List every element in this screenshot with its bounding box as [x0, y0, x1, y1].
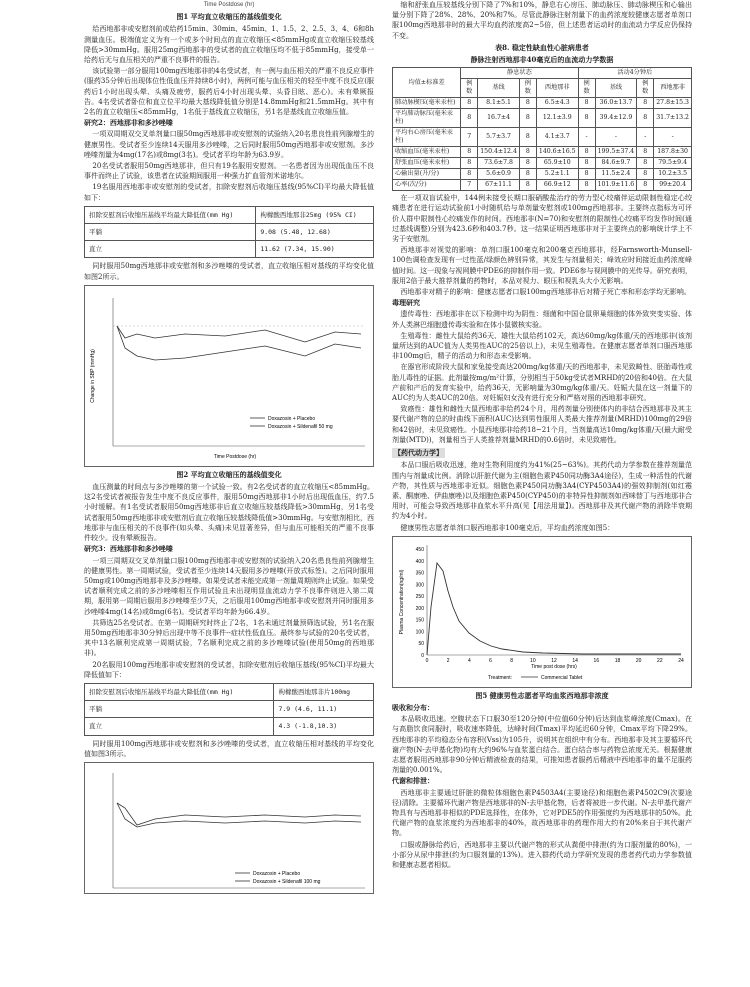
legend-1: Doxazosin + Placebo	[253, 870, 301, 877]
figure-2-svg	[85, 286, 373, 466]
table-cell: 8	[637, 158, 654, 169]
paragraph: 20名受试者服用50mg西地那非，但只有19名服用安慰剂。一名患者因为出现低血压不良事件而终止了试验，该患者在试验期间服用一种强力扩血管剂米诺地尔。	[84, 162, 374, 181]
table-cell: -	[578, 128, 595, 147]
table-cell: 8	[578, 180, 595, 191]
y-tick-label: 350	[415, 570, 424, 577]
table-row	[393, 180, 692, 191]
x-tick-label: 8	[510, 657, 514, 664]
table-1	[84, 206, 374, 259]
table-cell: 8	[519, 180, 536, 191]
paragraph: 西地那非主要通过肝脏的微粒体细胞色素P4503A4(主要途径)和细胞色素P4502C9(次要途径)清除。主要循环代谢产物是西地那非的N-去甲基化物，后者将被进一步代谢。N-去甲基代谢产物具有与西地那非相似的PDE选择性，在体外，它对PDE5的作用强度约为西地那非的50%。此代谢产物的血浆浓度约为西地那非的40%，故西地那非的药理作用大约有20%来自于其代谢产物。	[392, 788, 692, 838]
table-cell: 11.62 (7.34, 15.90)	[256, 241, 374, 258]
paragraph: 给西地那非或安慰剂前或给药15min、30min、45min、1、1.5、2、2.5、3、4、6和8h测量血压。极端值定义为有一个或多个时间点的直立收缩压<85mmHg或直立收缩压较基线降低>30mmHg。服用25mg西地那非的受试者的直立收缩压均不低于85mmHg，接受单一给药后无与血压相关的严重不良事件的报告。	[84, 25, 374, 65]
table-header: 例数	[578, 79, 595, 98]
table-cell: 99±20.4	[654, 180, 692, 191]
table-cell: 39.4±12.9	[595, 109, 637, 128]
table-cell: 79.5±9.4	[654, 158, 692, 169]
table-cell: 心率(次/分)	[393, 180, 461, 191]
paragraph: 在一项双盲试验中，144例未接受长期口服硝酸盐治疗的劳力型心绞痛伴运动限制性稳定心绞痛患者在进行运动试验前1小时随机给与单剂量安慰剂或100mg西地那非。主要终点指标为可评价人群中限制性心绞痛发作的时间。西地那非(N=70)和安慰剂的限制性心绞痛平均发作时间(通过基线调整)分别为423.6秒和403.7秒。这一结果证明西地那非对于主要终点的影响统计学上不劣于安慰剂。	[392, 194, 692, 244]
table-cell: 心输出量(升/分)	[393, 169, 461, 180]
paragraph: 同时服用50mg西地那非或安慰剂和多沙唑嗪的受试者，直立收缩压相对基线的平均变化值如图2所示。	[84, 262, 374, 281]
chart-ylabel: Plasma Concentration(ng/ml)	[399, 569, 405, 635]
table-cell: 直立	[85, 718, 274, 735]
table-header: 基线	[595, 79, 637, 98]
table-cell: 140.6±16.5	[536, 147, 578, 158]
figure-2-caption: 图2 平均直立收缩压的基线值变化	[176, 469, 282, 479]
table-cell: 8	[578, 98, 595, 109]
x-tick-label: 6	[489, 657, 492, 664]
table-cell: 8	[461, 158, 478, 169]
table-cell: 8	[578, 147, 595, 158]
table-cell: 8	[519, 109, 536, 128]
table-cell: 7	[461, 180, 478, 191]
table-header: 扣除安慰剂后收缩压基线平均最大降低值(mm Hg)	[85, 206, 256, 223]
x-tick-label: 20	[635, 657, 642, 664]
table-cell: 67±11.1	[478, 180, 520, 191]
table-cell: 84.6±9.7	[595, 158, 637, 169]
x-tick-label: 2	[446, 657, 450, 664]
table-cell: 平均右心房压(毫米汞柱)	[393, 128, 461, 147]
table-cell: 8	[461, 109, 478, 128]
table-header: 枸橼酸西地那非25mg (95% CI)	[256, 206, 374, 223]
table-cell: 8	[461, 98, 478, 109]
table-header: 枸橼酸西地那非片100mg	[274, 683, 374, 700]
series-commercial-tablet-line	[427, 563, 681, 655]
table-cell: 5.7±3.7	[478, 128, 520, 147]
paragraph: 一项三周期双交叉单剂量口服100mg西地那非或安慰剂的试验纳入20名患良性前列腺增生的健康男性。第一周期试验，受试者至少连续14天服用多沙唑嗪(开放式标签)。之后同时服用50mg或100mg西地那非及多沙唑嗪。如果受试者未能完成第一剂量周期则终止试验。如果受试者顺利完成之前的多沙唑嗪相互作用试验且未出现明显血流动力学不良事件则进入第二周期，服用第一周期后服用多沙唑嗪至少7天，之后服用100mg西地那非或安慰剂并同时服用多沙唑嗪4mg(14名)或8mg(6名)。受试者平均年龄为66.4岁。	[84, 556, 374, 616]
y-tick-label: 50	[418, 640, 424, 647]
table-header: 例数	[519, 79, 536, 98]
absorption-title: 吸收和分布：	[392, 702, 434, 712]
top-axis-title: Time Postdose (hr)	[203, 2, 255, 8]
table-cell: 8	[578, 169, 595, 180]
table-header: 西地那非	[536, 79, 578, 98]
paragraph: 血压测量的时间点与多沙唑嗪的第一个试验一致。有2名受试者的直立收缩压<85mmHg。这2名受试者被报告发生中度不良反应事件，服用50mg西地那非1小时后出现低血压，约7.5小时缓解。有1名受试者服用50mg西地那非后直立收缩压较基线降低>30mmHg，另1名受试者服用50mg西地那非或安慰剂后直立收缩压较基线降低值>30mmHg。与安慰剂相比，西地那非与血压相关的不良事件(如头晕、头痛)未见显著差异，但与血压可能相关的严重不良事件较少。没有晕厥报告。	[84, 483, 374, 543]
table-8-subtitle: 静脉注射西地那非40毫克后的血流动力学数据	[470, 55, 614, 65]
x-tick-label: 0	[425, 657, 429, 664]
series-sildenafil-line	[117, 803, 361, 827]
table-cell: 65.9±10	[536, 158, 578, 169]
x-tick-label: 18	[614, 657, 621, 664]
table-cell: 73.6±7.8	[478, 158, 520, 169]
table-cell: 31.7±13.2	[654, 109, 692, 128]
table-cell: 199.5±37.4	[595, 147, 637, 158]
x-tick-label: 10	[530, 657, 536, 664]
table-cell: 6.5±4.3	[536, 98, 578, 109]
table-cell: 101.9±11.6	[595, 180, 637, 191]
table-cell: 8	[519, 158, 536, 169]
table-cell: 9.08 (5.48, 12.68)	[256, 224, 374, 241]
table-header: 西地那非	[654, 79, 692, 98]
table-cell: 8	[578, 109, 595, 128]
figure-3-svg	[85, 763, 373, 893]
table-cell: 收缩血压(毫米汞柱)	[393, 147, 461, 158]
table-cell: 5.2±1.1	[536, 169, 578, 180]
table-cell: 8	[519, 169, 536, 180]
table-cell: 5.6±0.9	[478, 169, 520, 180]
table-cell: 150.4±12.4	[478, 147, 520, 158]
x-tick-label: 12	[551, 657, 557, 664]
paragraph: 本品口服后吸收迅速，绝对生物利用度约为41%(25~63%)。其药代动力学参数在推荐剂量范围内与剂量成比例。消除以肝脏代谢为主(细胞色素P450同功酶3A4途径)，生成一种活性的代谢产物，其性质与西地那非近似。细胞色素P450同功酶3A4(CYP4503A4)的强效抑制剂(如红霉素、酮康唑、伊曲康唑)以及细胞色素P450(CYP450)的非特异性抑制剂如西咪替丁与西地那非合用时，可能会导致西地那非血浆水平升高(见【用法用量】)。西地那非及其代谢产物的消除半衰期约为4小时。	[392, 461, 692, 521]
table-cell: 16.7±4	[478, 109, 520, 128]
paragraph: 致癌性：雄性和雌性大鼠西地那非给药24个月，用药剂量分别使体内的非结合西地那非及其主要代谢产物的总的时曲线下面积(AUC)达到男性服用人类最大推荐剂量(MRHD)100mg的29倍和42倍时，未见致癌性。小鼠西地那非给药18~21个月，当剂量高达10mg/kg体重/天(最大耐受剂量(MTD))，剂量相当于人类推荐剂量MRHD的0.6倍时，未见致癌性。	[392, 405, 692, 444]
table-cell: 8	[519, 98, 536, 109]
figure-5-svg	[393, 537, 691, 687]
y-tick-label: 400	[415, 558, 424, 565]
table-row	[393, 169, 692, 180]
table-cell: 7	[461, 128, 478, 147]
y-tick-label: 300	[415, 582, 424, 589]
paragraph: 该试验第一部分服用100mg西地那非的4名受试者，有一例与血压相关的严重不良反应事件(服药35分钟后出现体位性低血压并持续8小时)，两例可能与血压相关的轻至中度不良反应(服药后1小时出现头晕、头痛及疲劳，服药后4小时出现头晕、头昏目眩、恶心)。未有晕厥报告。4名受试者卧位和直立位平均最大基线降低值分别是14.8mmHg和21.5mmHg。其中有2名的直立收缩压<85mmHg，1名低于基线直立收缩压，另1名是基线直立收缩压值。	[84, 67, 374, 117]
table-cell: 4.3 (-1.8,10.3)	[274, 718, 374, 735]
table-cell: 8	[519, 128, 536, 147]
paragraph: 20名服用100mg西地那非或安慰剂的受试者，扣除安慰剂后收缩压基线(95%CI)平均最大降低值如下：	[84, 660, 374, 679]
y-tick-label: 200	[415, 605, 424, 612]
table-cell: -	[637, 128, 654, 147]
table-cell: 直立	[85, 241, 256, 258]
table-cell: 8	[637, 98, 654, 109]
table-cell: 8	[578, 158, 595, 169]
table-cell: 平躺	[85, 224, 256, 241]
paragraph: 遗传毒性：西地那非在以下检测中均为阴性：细菌和中国仓鼠卵巢细胞的体外致突变实验、体外人类淋巴细胞遗传毒实验和在体小鼠微核实验。	[392, 310, 692, 329]
table-cell: 肺动脉楔压(毫米汞柱)	[393, 98, 461, 109]
table-cell: -	[654, 128, 692, 147]
table-cell: 12.1±3.9	[536, 109, 578, 128]
table-row	[393, 158, 692, 169]
paragraph: 共筛选25名受试者。在第一周期研究时终止了2名，1名未通过剂量预筛选试验，另1名在服用50mg西地那非30分钟后出现中等不良事件--症状性低血压。最终参与试验的20名受试者，其中13名顺利完成第一周期试验，7名顺利完成之前的多沙唑嗪试验(使用50mg的西地那非)。	[84, 618, 374, 658]
paragraph: 本品吸收迅速。空腹状态下口服30至120分钟(中位值60分钟)后达到血浆峰浓度(Cmax)。在与高脂饮食同服时，吸收速率降低，达峰时间(Tmax)平均延迟60分钟，Cmax平均下降29%。西地那非的平均稳态分布容积(Vss)为105升，说明其在组织中有分布。西地那非及其主要循环代谢产物(N-去甲基化物)均有大约96%与血浆蛋白结合。蛋白结合率与药物总浓度无关。根据健康志愿者服用西地那非90分钟后精液检查的结果，可推知患者服药后精液中西地那非的量不足服药剂量的0.001%。	[392, 715, 692, 775]
table-row	[393, 109, 692, 128]
left-column	[84, 0, 374, 897]
toxicology-title: 毒理研究	[392, 298, 420, 308]
right-column	[392, 0, 692, 871]
figure-5-caption: 图5 健康男性志愿者平均血浆西地那非浓度	[475, 690, 609, 700]
table-cell: 8	[461, 147, 478, 158]
paragraph: 在器官形成阶段大鼠和家兔接受高达200mg/kg体重/天的西地那非，未见致畸性、胚胎毒性或胎儿毒性的证据。此剂量按mg/m²计算，分别相当于50kg受试者MRHD的20倍和40倍。在大鼠产前和产后的发育实验中，给药36天，无影响量为30mg/kg体重/天。妊娠大鼠在这一剂量下的AUC约为人类AUC的20倍。对妊娠妇女没有进行充分和严格对照的西地那非研究。	[392, 363, 692, 403]
table-cell: 8	[637, 180, 654, 191]
table-8-title: 表8. 稳定性缺血性心脏病患者	[495, 42, 589, 52]
paragraph: 西地那非对精子的影响：健康志愿者口服100mg西地那非后对精子死亡率和形态学均无影响。	[400, 288, 691, 297]
paragraph: 同时服用100mg西地那非或安慰剂和多沙唑嗪的受试者，直立收缩压相对基线的平均变化值如图3所示。	[84, 739, 374, 758]
table-cell: 平躺	[85, 701, 274, 718]
table-header: 均值±标准差	[393, 68, 461, 98]
y-tick-label: 100	[415, 629, 424, 636]
paragraph: 健康男性志愿者单剂口服西地那非100毫克后，平均血药浓度如图5：	[400, 523, 615, 532]
x-tick-label: 14	[572, 657, 578, 664]
metabolism-title: 代谢和排泄：	[392, 776, 434, 786]
table-cell: 66.9±12	[536, 180, 578, 191]
table-header: 扣除安慰剂后收缩压基线平均最大降低值(mm Hg)	[85, 683, 274, 700]
table-cell: 8	[637, 169, 654, 180]
pharmacokinetics-title: 【药代动力学】	[394, 448, 443, 458]
table-cell: 8	[461, 169, 478, 180]
table-cell: 4.1±3.7	[536, 128, 578, 147]
figure-3-chart	[84, 762, 374, 894]
table-cell: 27.8±15.3	[654, 98, 692, 109]
y-tick-label: 450	[415, 546, 424, 553]
paragraph: 口服或静脉给药后，西地那非主要以代谢产物的形式从粪便中排泄(约为口服剂量的80%)，一小部分从尿中排泄(约为口服剂量的13%)。进入群药代动力学研究发现的患者药代动力学参数值和健康志愿者相似。	[392, 840, 692, 869]
study-2-title: 研究2：西地那非和多沙唑嗪	[84, 118, 173, 128]
table-cell: 8	[637, 109, 654, 128]
paragraph: 一项双周期双交叉单剂量口服50mg西地那非或安慰剂的试验纳入20名患良性前列腺增生的健康男性。受试者至少连续14天服用多沙唑嗪，之后同时服用50mg西地那非或安慰剂。多沙唑嗪剂量为4mg(17名)或8mg(3名)。受试者平均年龄为63.9岁。	[84, 130, 374, 159]
paragraph: 缩和舒张血压较基线分别下降了7%和10%，静息右心房压、肺动脉压、肺动脉楔压和心输出量分别下降了28%、28%、20%和7%。尽管此静脉注射剂量下的血药浓度较健康志愿者单剂口服100mg西地那非时的最大平均血药浓度高2~5倍，但上述患者运动时的血流动力学反应仍保持不变。	[392, 1, 692, 40]
table-2	[84, 683, 374, 736]
table-row	[393, 128, 692, 147]
chart-treatment-label: Treatment:	[488, 674, 512, 681]
figure-2-chart	[84, 285, 374, 467]
x-tick-label: 4	[467, 657, 471, 664]
table-cell: -	[595, 128, 637, 147]
x-tick-label: 24	[678, 657, 684, 664]
table-header: 活动4分钟后	[578, 68, 691, 79]
paragraph: 生殖毒性：雌性大鼠给药36天、雄性大鼠给药102天，高达60mg/kg体重/天的西地那非(该剂量所达到的AUC值为人类男性AUC的25倍以上)，未见生殖毒性。在健康志愿者单剂口服西地那非100mg后，精子的活动力和形态未受影响。	[392, 331, 692, 361]
table-header: 静息状态	[461, 68, 578, 79]
y-tick-label: 250	[415, 593, 424, 600]
table-row	[393, 98, 692, 109]
paragraph: 19名服用西地那非或安慰剂的受试者，扣除安慰剂后收缩压基线(95%CI)平均最大降低值如下：	[84, 183, 374, 202]
y-tick-label: 150	[415, 617, 424, 624]
table-cell: 10.2±3.5	[654, 169, 692, 180]
table-cell: 36.0±13.7	[595, 98, 637, 109]
table-cell: 11.5±2.4	[595, 169, 637, 180]
figure-5-chart	[392, 536, 692, 688]
legend-2: Doxazosin + Sildenafil 50 mg	[268, 423, 333, 430]
table-cell: 8	[637, 147, 654, 158]
table-cell: 8.1±5.1	[478, 98, 520, 109]
legend-2: Doxazosin + Sildenafil 100 mg	[253, 878, 321, 885]
x-tick-label: 22	[657, 657, 663, 664]
figure-1-caption: 图1 平均直立收缩压的基线值变化	[176, 12, 282, 22]
chart-ylabel: Change in SBP (mmHg)	[90, 349, 96, 403]
paragraph: 西地那非对视觉的影响：单剂口服100毫克和200毫克西地那非，经Farnsworth-Munsell-100色调检查发现有一过性蓝/绿颜色辨别异常，其发生与剂量相关；峰效应时间接近血药浓度峰值时间。这一现象与视网膜中PDE6的抑制作用一致。PDE6参与视网膜中的光传导。研究表明，服用2倍于最大推荐剂量的药物时，本品对视力、眼压和视乳头大小无影响。	[392, 246, 692, 285]
table-cell: 7.9 (4.6, 11.1)	[274, 701, 374, 718]
table-cell: 舒张血压(毫米汞柱)	[393, 158, 461, 169]
study-3-title: 研究3：西地那非和多沙唑嗪	[84, 544, 173, 554]
table-header: 例数	[461, 79, 478, 98]
table-cell: 187.8±30	[654, 147, 692, 158]
table-header: 基线	[478, 79, 520, 98]
chart-xlabel: Time Postdose (hr)	[213, 453, 257, 460]
chart-xlabel: Time post dose (hrs)	[531, 663, 577, 670]
x-tick-label: 16	[593, 657, 600, 664]
y-tick-label: 0	[421, 652, 424, 659]
legend-1: Doxazosin + Placebo	[268, 415, 316, 422]
hemodynamic-table	[392, 67, 692, 191]
series-sildenafil-line	[117, 326, 361, 360]
series-placebo-line	[117, 326, 361, 342]
table-cell: 8	[519, 147, 536, 158]
table-header: 例数	[637, 79, 654, 98]
table-cell: 平均肺动脉压(毫米汞柱)	[393, 109, 461, 128]
table-row	[393, 147, 692, 158]
legend-commercial-tablet: Commercial Tablet	[541, 674, 583, 681]
